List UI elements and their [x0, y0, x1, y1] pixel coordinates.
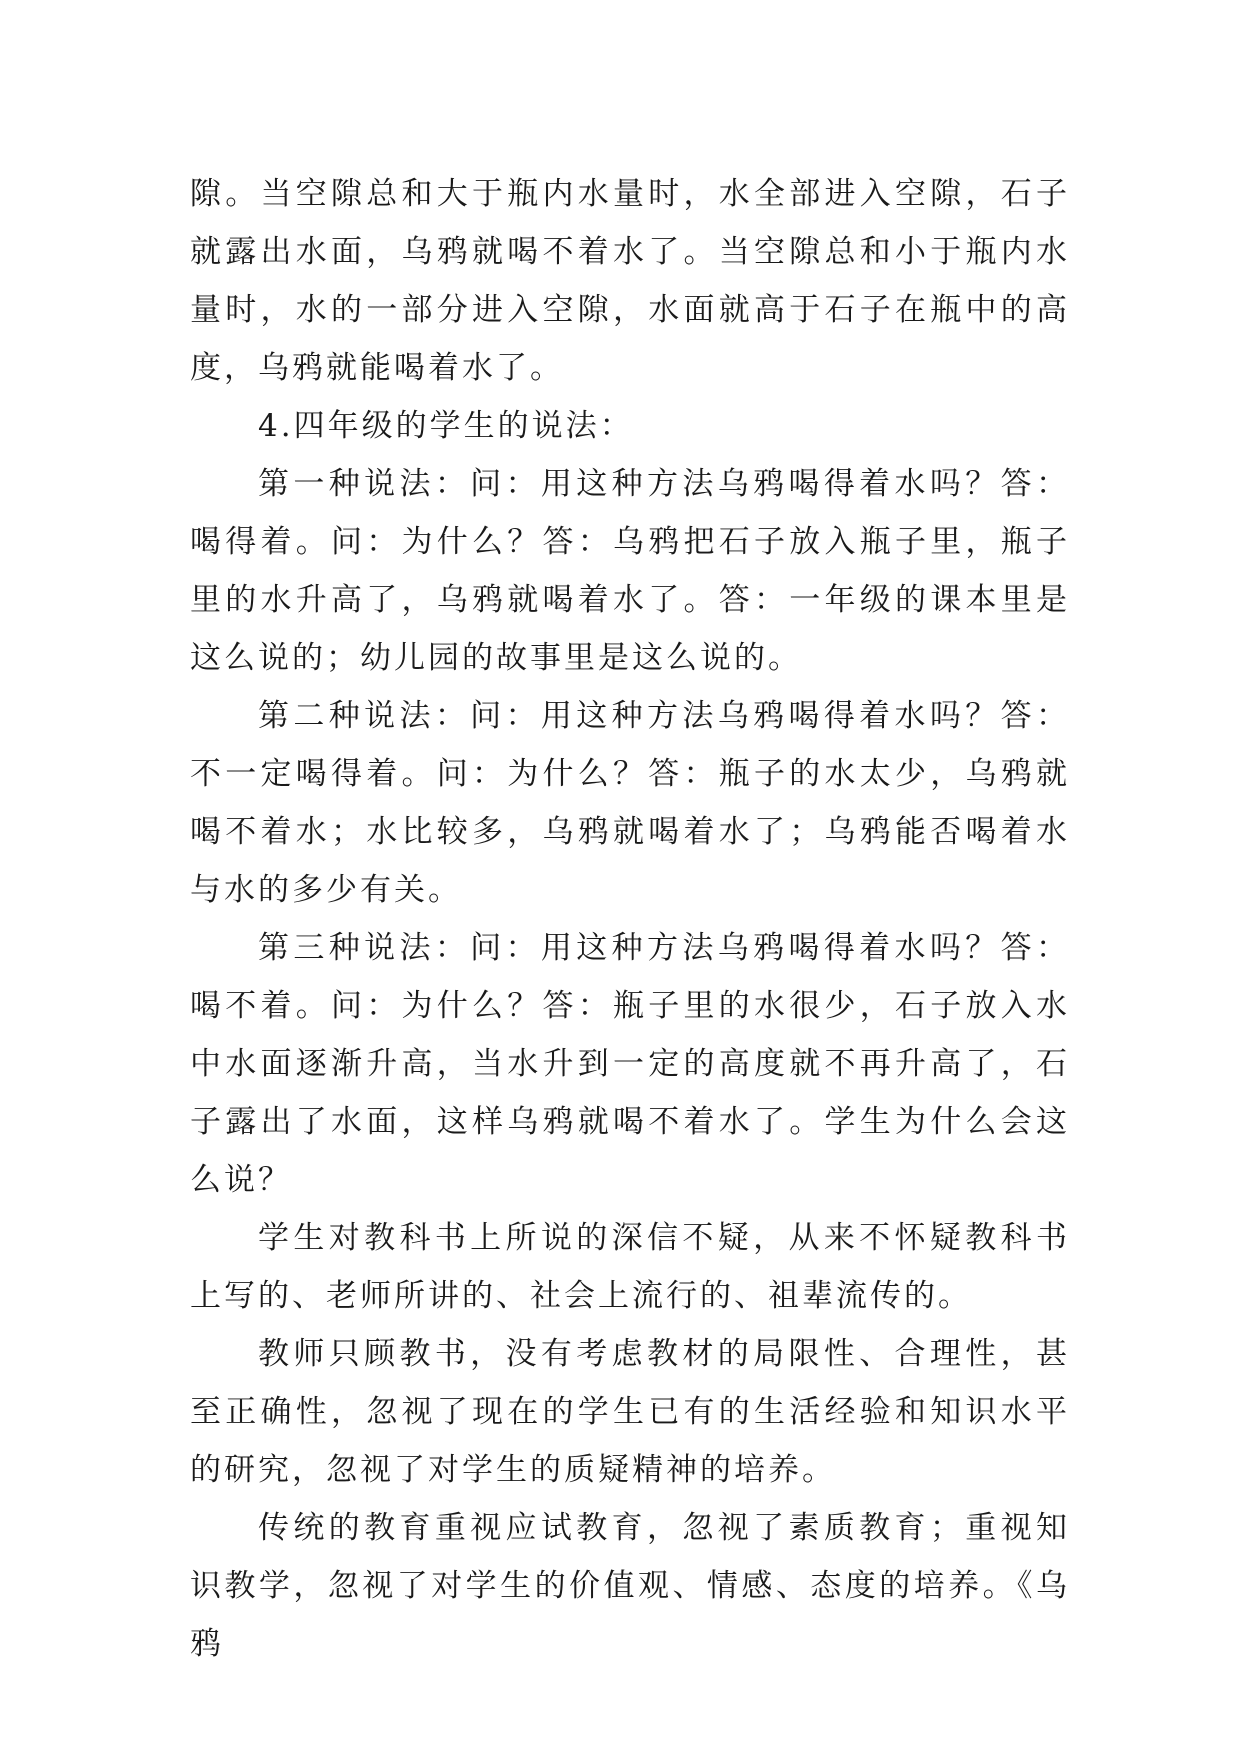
body-text: [190, 165, 1070, 1673]
paragraph: 隙。当空隙总和大于瓶内水量时，水全部进入空隙，石子就露出水面，乌鸦就喝不着水了。当空隙总和小于瓶内水量时，水的一部分进入空隙，水面就高于石子在瓶中的高度，乌鸦就能喝着水了。: [190, 176, 1070, 386]
paragraph: 4.四年级的学生的说法：: [258, 408, 634, 444]
paragraph: 第三种说法：问：用这种方法乌鸦喝得着水吗？答：喝不着。问：为什么？答：瓶子里的水很少，石子放入水中水面逐渐升高，当水升到一定的高度就不再升高了，石子露出了水面，这样乌鸦就喝不着水了。学生为什么会这么说？: [190, 930, 1070, 1198]
paragraph: 第一种说法：问：用这种方法乌鸦喝得着水吗？答：喝得着。问：为什么？答：乌鸦把石子放入瓶子里，瓶子里的水升高了，乌鸦就喝着水了。答：一年级的课本里是这么说的；幼儿园的故事里是这么说的。: [190, 466, 1070, 676]
paragraph: 教师只顾教书，没有考虑教材的局限性、合理性，甚至正确性，忽视了现在的学生已有的生活经验和知识水平的研究，忽视了对学生的质疑精神的培养。: [190, 1336, 1070, 1488]
paragraph: 传统的教育重视应试教育，忽视了素质教育；重视知识教学，忽视了对学生的价值观、情感、态度的培养。《乌鸦: [190, 1510, 1070, 1662]
paragraph: 第二种说法：问：用这种方法乌鸦喝得着水吗？答：不一定喝得着。问：为什么？答：瓶子的水太少，乌鸦就喝不着水；水比较多，乌鸦就喝着水了；乌鸦能否喝着水与水的多少有关。: [190, 698, 1070, 908]
paragraph: 学生对教科书上所说的深信不疑，从来不怀疑教科书上写的、老师所讲的、社会上流行的、祖辈流传的。: [190, 1220, 1070, 1314]
